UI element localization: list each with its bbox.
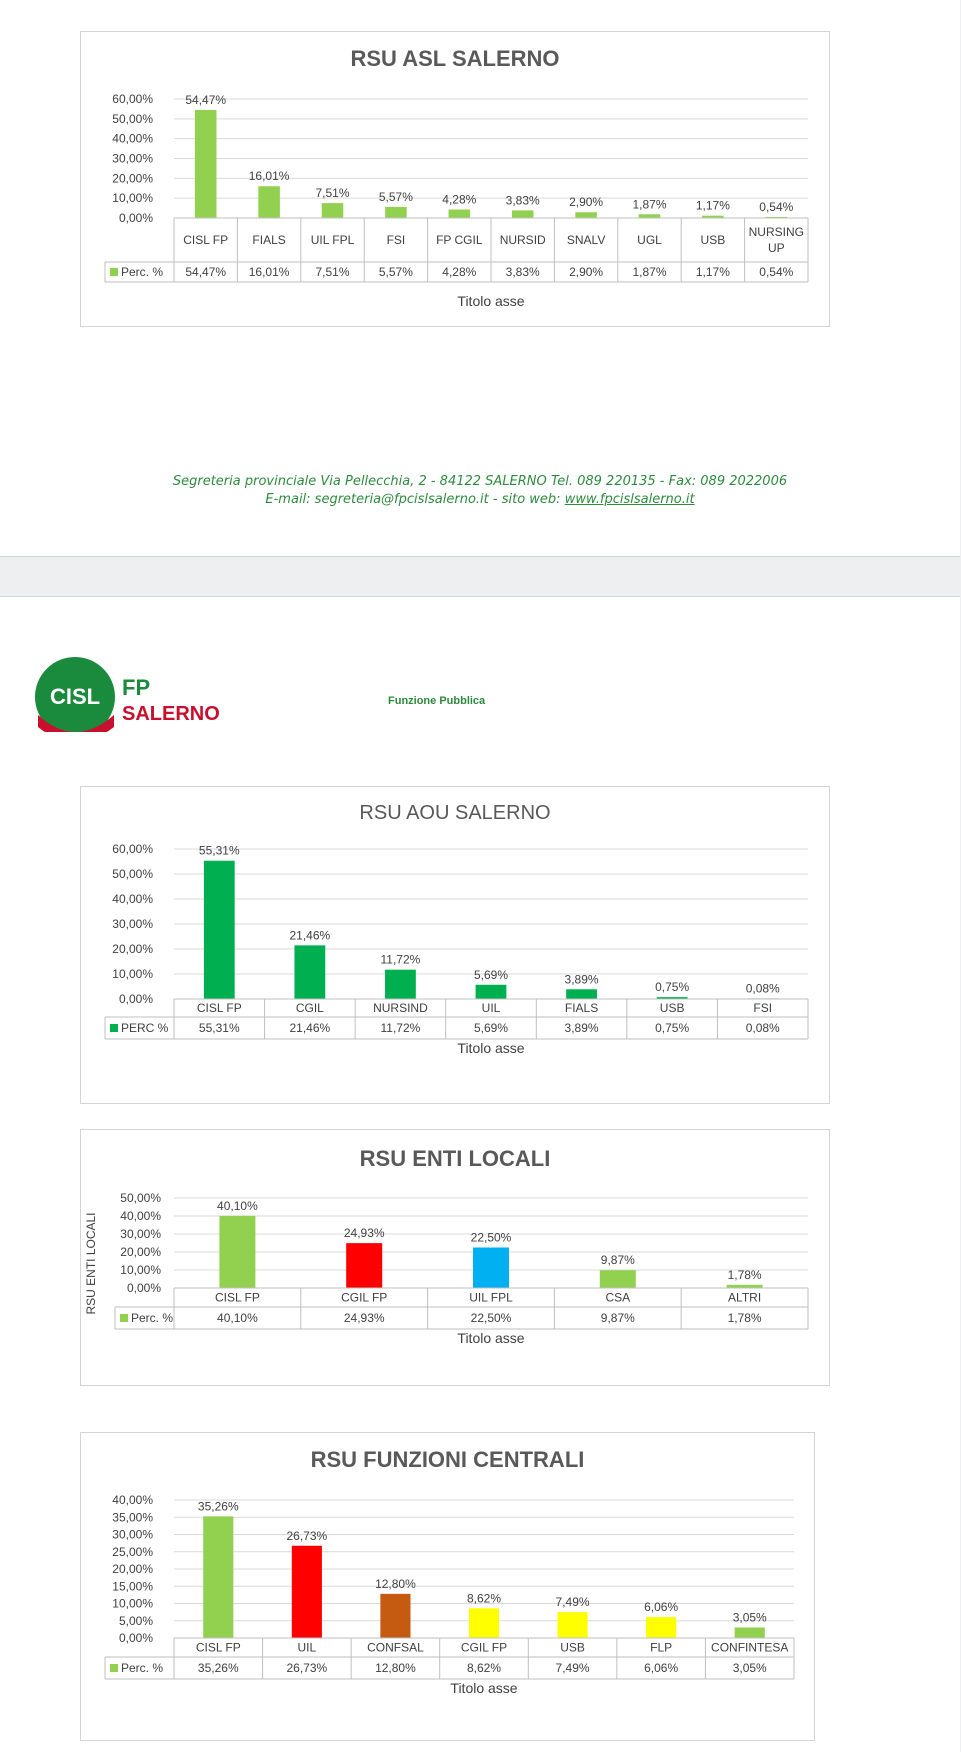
data-label: 0,08% <box>745 981 780 996</box>
data-label: 16,01% <box>248 169 290 184</box>
table-value: 5,69% <box>473 1021 509 1035</box>
y-tick-label: 0,00% <box>118 992 153 1006</box>
table-value: 0,75% <box>655 1021 690 1035</box>
data-label: 8,62% <box>466 1591 502 1606</box>
data-label: 22,50% <box>470 1230 512 1245</box>
cisl-fp-logo <box>30 657 230 747</box>
x-axis-title: Titolo asse <box>457 1040 525 1056</box>
chart-svg-enti-locali <box>81 1130 829 1385</box>
table-value: 7,49% <box>555 1661 590 1675</box>
y-tick-label: 35,00% <box>112 1510 153 1525</box>
x-axis-title: Titolo asse <box>457 1330 525 1346</box>
table-value: 21,46% <box>289 1021 331 1035</box>
data-label: 3,89% <box>564 972 599 987</box>
data-label: 35,26% <box>197 1499 239 1514</box>
table-value: 1,87% <box>632 265 667 279</box>
table-value: 26,73% <box>286 1661 328 1675</box>
bar <box>639 214 661 218</box>
chart-title: RSU FUNZIONI CENTRALI <box>310 1447 585 1472</box>
data-label: 26,73% <box>286 1528 328 1543</box>
bar <box>204 861 235 999</box>
y-tick-label: 30,00% <box>120 1227 161 1241</box>
category-label: USB <box>560 1640 585 1655</box>
bar <box>600 1270 636 1288</box>
table-value: 3,89% <box>564 1021 599 1035</box>
y-tick-label: 40,00% <box>112 892 153 906</box>
category-label: CISL FP <box>195 1640 241 1655</box>
y-tick-label: 50,00% <box>112 111 153 126</box>
y-tick-label: 10,00% <box>112 967 153 981</box>
table-value: 1,78% <box>727 1311 762 1325</box>
bar <box>195 110 217 218</box>
y-tick-label: 50,00% <box>120 1191 161 1205</box>
category-label: SNALV <box>566 233 606 247</box>
y-tick-label: 30,00% <box>112 151 153 166</box>
category-label: FP CGIL <box>436 233 483 247</box>
category-label: CISL FP <box>196 1001 242 1015</box>
data-label: 54,47% <box>185 92 227 107</box>
bar <box>473 1248 509 1289</box>
bar <box>203 1516 233 1638</box>
bar <box>219 1216 255 1288</box>
y-tick-label: 50,00% <box>112 867 153 881</box>
chart-rsu-asl-salerno <box>80 31 830 327</box>
y-tick-label: 10,00% <box>120 1263 161 1277</box>
table-value: 12,80% <box>375 1661 416 1675</box>
y-tick-label: 20,00% <box>112 942 153 956</box>
bar <box>449 210 471 218</box>
footer-email: E-mail: segreteria@fpcislsalerno.it - sito web: <box>265 492 565 507</box>
category-label: CISL FP <box>183 233 229 247</box>
legend-label: PERC % <box>121 1021 169 1035</box>
data-label: 12,80% <box>375 1576 416 1591</box>
table-value: 1,17% <box>695 265 730 279</box>
data-label: 24,93% <box>343 1226 385 1241</box>
data-label: 7,51% <box>315 186 350 201</box>
y-tick-label: 60,00% <box>112 842 153 856</box>
table-value: 6,06% <box>644 1661 679 1675</box>
category-label: FSI <box>753 1001 773 1015</box>
category-label: NURSID <box>499 233 546 247</box>
bar <box>385 970 416 999</box>
chart-svg-funzioni-centrali <box>81 1433 814 1740</box>
bar <box>469 1608 499 1638</box>
data-label: 1,17% <box>695 198 730 213</box>
data-label: 4,28% <box>442 192 477 207</box>
category-label: NURSING <box>748 225 804 239</box>
data-label: 1,78% <box>727 1267 762 1282</box>
website-link[interactable]: www.fpcislsalerno.it <box>564 492 695 507</box>
table-value: 5,57% <box>378 265 413 279</box>
category-label: CONFINTESA <box>711 1640 789 1655</box>
category-label: UIL FPL <box>310 233 355 247</box>
category-label: UIL <box>297 1640 317 1655</box>
legend-label: Perc. % <box>131 1311 174 1325</box>
category-label: CGIL FP <box>460 1640 508 1655</box>
y-tick-label: 10,00% <box>112 191 153 206</box>
bar <box>258 186 280 218</box>
category-label: FSI <box>386 233 406 247</box>
table-value: 0,08% <box>745 1021 780 1035</box>
legend-label: Perc. % <box>121 1661 164 1675</box>
x-axis-title: Titolo asse <box>457 293 525 309</box>
y-tick-label: 25,00% <box>112 1544 153 1559</box>
category-label: CGIL FP <box>341 1290 388 1305</box>
table-value: 35,26% <box>197 1661 239 1675</box>
logo-cisl-text: CISL <box>49 684 101 709</box>
table-value: 9,87% <box>600 1311 635 1325</box>
data-label: 7,49% <box>555 1595 590 1610</box>
category-label: NURSIND <box>373 1001 428 1015</box>
bar <box>476 985 507 999</box>
y-tick-label: 0,00% <box>118 211 153 225</box>
logo-city-text: SALERNO <box>122 703 220 725</box>
category-label: CGIL <box>295 1001 324 1015</box>
bar <box>646 1617 676 1638</box>
table-value: 4,28% <box>442 265 477 279</box>
table-value: 55,31% <box>198 1021 240 1035</box>
category-label: CISL FP <box>214 1290 260 1305</box>
y-tick-label: 40,00% <box>120 1209 161 1223</box>
data-label: 5,57% <box>378 189 413 204</box>
bar <box>294 945 325 999</box>
data-label: 0,75% <box>655 980 690 995</box>
category-label: FLP <box>650 1640 673 1655</box>
y-tick-label: 40,00% <box>112 1493 153 1507</box>
legend-swatch <box>120 1314 128 1322</box>
footer-contacts <box>0 492 960 507</box>
y-tick-label: 60,00% <box>112 92 153 106</box>
y-tick-label: 20,00% <box>112 1562 153 1576</box>
table-value: 54,47% <box>185 265 227 279</box>
category-label: CONFSAL <box>367 1640 424 1655</box>
chart-svg-asl <box>81 32 829 326</box>
data-label: 6,06% <box>644 1600 679 1615</box>
table-value: 0,54% <box>759 265 794 279</box>
bar <box>385 207 407 218</box>
category-label: FIALS <box>564 1001 599 1015</box>
data-label: 40,10% <box>217 1198 258 1213</box>
data-label: 3,83% <box>505 193 540 208</box>
bar <box>380 1594 410 1638</box>
chart-svg-aou <box>81 787 829 1103</box>
chart-rsu-funzioni-centrali <box>80 1432 815 1741</box>
chart-title: RSU ASL SALERNO <box>350 46 560 71</box>
legend-swatch <box>110 268 118 276</box>
table-value: 2,90% <box>569 265 604 279</box>
bar <box>292 1546 322 1638</box>
chart-rsu-enti-locali <box>80 1129 830 1386</box>
table-value: 7,51% <box>315 265 350 279</box>
legend-swatch <box>110 1024 118 1032</box>
data-label: 5,69% <box>473 967 509 982</box>
legend-label: Perc. % <box>121 265 164 279</box>
y-tick-label: 10,00% <box>112 1596 153 1611</box>
bar <box>735 1627 765 1638</box>
logo-tagline: Funzione Pubblica <box>388 695 486 707</box>
table-value: 11,72% <box>380 1021 421 1035</box>
table-value: 3,05% <box>732 1661 767 1675</box>
bar <box>512 210 534 218</box>
category-label: UP <box>767 241 785 255</box>
bar <box>346 1243 382 1288</box>
data-label: 11,72% <box>380 952 421 967</box>
chart-title: RSU ENTI LOCALI <box>359 1146 551 1171</box>
table-value: 24,93% <box>343 1311 385 1325</box>
document-page-1 <box>0 0 960 557</box>
y-axis-title: RSU ENTI LOCALI <box>84 1212 98 1315</box>
y-tick-label: 0,00% <box>126 1281 161 1295</box>
chart-rsu-aou-salerno <box>80 786 830 1104</box>
bar <box>575 212 597 218</box>
y-tick-label: 20,00% <box>112 171 153 186</box>
category-label: USB <box>700 233 726 247</box>
data-label: 2,90% <box>569 195 604 210</box>
logo-fp-text: FP <box>122 675 151 700</box>
table-value: 16,01% <box>248 265 290 279</box>
data-label: 0,54% <box>759 199 794 214</box>
category-label: USB <box>659 1001 685 1015</box>
table-value: 40,10% <box>217 1311 258 1325</box>
category-label: UIL <box>481 1001 501 1015</box>
table-value: 8,62% <box>466 1661 502 1675</box>
y-tick-label: 30,00% <box>112 917 153 931</box>
bar <box>566 989 597 999</box>
bar <box>558 1612 588 1638</box>
y-tick-label: 40,00% <box>112 131 153 146</box>
y-tick-label: 20,00% <box>120 1245 161 1259</box>
legend-swatch <box>110 1664 118 1672</box>
data-label: 21,46% <box>289 928 331 943</box>
bar <box>322 203 344 218</box>
data-label: 9,87% <box>600 1253 635 1268</box>
y-tick-label: 5,00% <box>118 1613 153 1628</box>
data-label: 3,05% <box>732 1610 767 1625</box>
category-label: UGL <box>637 233 662 247</box>
y-tick-label: 15,00% <box>112 1579 153 1594</box>
category-label: CSA <box>605 1290 631 1305</box>
footer-address: Segreteria provinciale Via Pellecchia, 2 - 84122 SALERNO Tel. 089 220135 - Fax: 089 2022006 <box>172 474 788 489</box>
category-label: UIL FPL <box>469 1290 513 1305</box>
data-label: 1,87% <box>632 197 667 212</box>
y-tick-label: 30,00% <box>112 1527 153 1542</box>
category-label: FIALS <box>252 233 286 247</box>
table-value: 22,50% <box>470 1311 512 1325</box>
document-page-2 <box>0 596 960 1752</box>
table-value: 3,83% <box>505 265 540 279</box>
y-tick-label: 0,00% <box>118 1631 153 1645</box>
data-label: 55,31% <box>198 843 240 858</box>
chart-title: RSU AOU SALERNO <box>359 802 551 824</box>
category-label: ALTRI <box>728 1290 762 1305</box>
x-axis-title: Titolo asse <box>450 1680 518 1696</box>
